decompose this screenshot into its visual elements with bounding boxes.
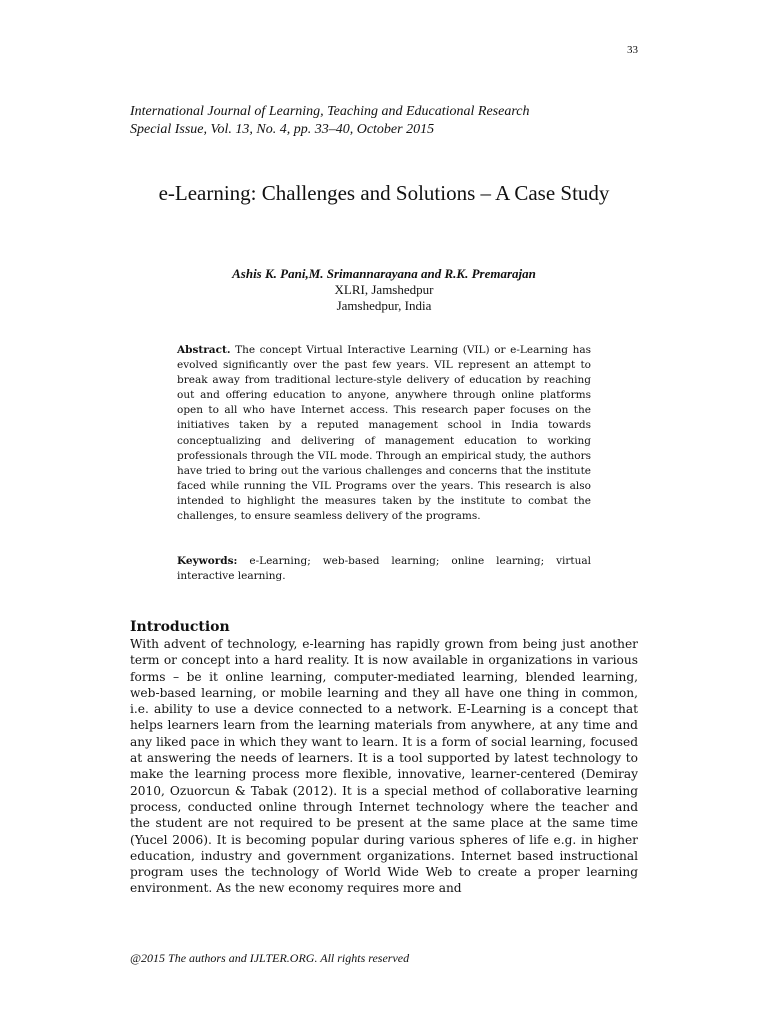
journal-name: International Journal of Learning, Teaching and Educational Research	[130, 104, 530, 119]
affiliation-institute: XLRI, Jamshedpur	[334, 282, 434, 297]
abstract-label: Abstract.	[177, 344, 231, 356]
introduction-paragraph: With advent of technology, e-learning has rapidly grown from being just another term or concept into a hard reality. It is now available in organizations in various forms – be it online learning, computer-mediated learning, blended learning, web-based learning, or mobile learning and they all have one thing in common, i.e. ability to use a device connected to a network. E-Learning is a concept that helps learners learn from the learning materials from anywhere, at any time and any liked pace in which they want to learn. It is a form of social learning, focused at answering the needs of learners. It is a tool supported by latest technology to make the learning process more flexible, innovative, learner-centered (Demiray 2010, Ozuorcun & Tabak (2012). It is a special method of collaborative learning process, conducted online through Internet technology where the teacher and the student are not required to be present at the same place at the same time (Yucel 2006). It is becoming popular during various spheres of life e.g. in higher education, industry and government organizations. Internet based instructional program uses the technology of World Wide Web to create a proper learning environment. As the new economy requires more and	[130, 637, 638, 896]
journal-issue: Special Issue, Vol. 13, No. 4, pp. 33–40, October 2015	[130, 122, 435, 137]
author-block	[130, 266, 638, 314]
keywords	[177, 554, 591, 584]
keywords-label: Keywords:	[177, 555, 238, 567]
page-number: 33	[627, 44, 638, 56]
affiliation-location: Jamshedpur, India	[336, 298, 432, 313]
author-names: Ashis K. Pani,M. Srimannarayana and R.K. Premarajan	[232, 266, 536, 281]
section-heading-introduction: Introduction	[130, 619, 230, 635]
abstract-text: The concept Virtual Interactive Learning (VIL) or e-Learning has evolved significantly over the past few years. VIL represent an attempt to break away from traditional lecture-style delivery of education by reaching out and offering education to anyone, anywhere through online platforms open to all who have Internet access. This research paper focuses on the initiatives taken by a reputed management school in India towards conceptualizing and delivering of management education to working professionals through the VIL mode. Through an empirical study, the authors have tried to bring out the various challenges and concerns that the institute faced while running the VIL Programs over the years. This research is also intended to highlight the measures taken by the institute to combat the challenges, to ensure seamless delivery of the programs.	[177, 344, 591, 523]
introduction-body	[130, 636, 638, 897]
paper-title: e-Learning: Challenges and Solutions – A Case Study	[158, 181, 610, 205]
journal-header	[130, 103, 650, 139]
footer-copyright: @2015 The authors and IJLTER.ORG. All rights reserved	[130, 951, 410, 965]
abstract	[177, 343, 591, 524]
keywords-text: e-Learning; web-based learning; online learning; virtual interactive learning.	[177, 555, 591, 583]
